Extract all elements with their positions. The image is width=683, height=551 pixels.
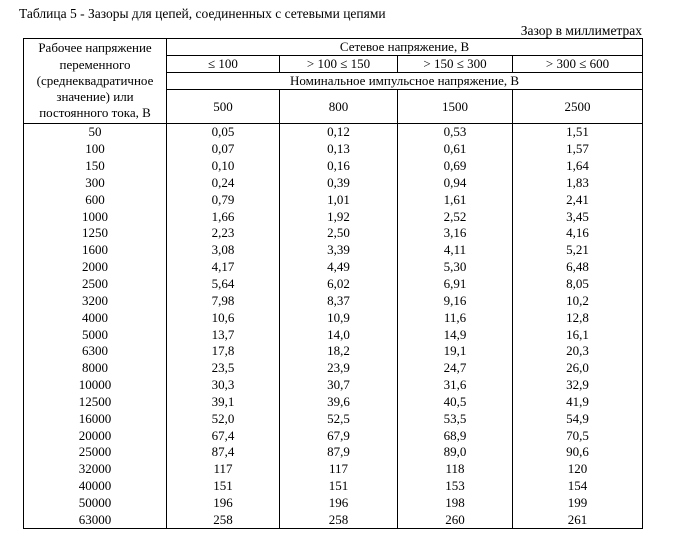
working-voltage-cell: 5000	[24, 326, 167, 343]
clearance-cell: 0,61	[398, 141, 513, 158]
clearance-cell: 198	[398, 495, 513, 512]
working-voltage-cell: 40000	[24, 478, 167, 495]
clearance-cell: 39,1	[167, 394, 280, 411]
working-voltage-cell: 12500	[24, 394, 167, 411]
clearance-cell: 0,53	[398, 124, 513, 141]
clearance-cell: 0,39	[280, 175, 398, 192]
clearance-cell: 39,6	[280, 394, 398, 411]
clearance-cell: 154	[513, 478, 643, 495]
clearance-cell: 23,5	[167, 360, 280, 377]
clearance-cell: 3,16	[398, 225, 513, 242]
clearance-cell: 1,57	[513, 141, 643, 158]
clearance-cell: 6,48	[513, 259, 643, 276]
clearance-cell: 151	[280, 478, 398, 495]
table-row	[24, 377, 643, 394]
clearance-cell: 20,3	[513, 343, 643, 360]
table-row	[24, 478, 643, 495]
working-voltage-cell: 600	[24, 191, 167, 208]
clearance-cell: 3,39	[280, 242, 398, 259]
table-row	[24, 511, 643, 528]
impulse-value-header: 1500	[398, 90, 513, 124]
clearance-cell: 67,4	[167, 427, 280, 444]
clearance-cell: 53,5	[398, 410, 513, 427]
clearance-cell: 2,41	[513, 191, 643, 208]
clearance-cell: 1,64	[513, 158, 643, 175]
working-voltage-cell: 32000	[24, 461, 167, 478]
clearance-cell: 0,94	[398, 175, 513, 192]
table-row	[24, 343, 643, 360]
clearance-cell: 0,16	[280, 158, 398, 175]
table-row	[24, 158, 643, 175]
table-row	[24, 124, 643, 141]
clearance-cell: 89,0	[398, 444, 513, 461]
working-voltage-cell: 1000	[24, 208, 167, 225]
units-note: Зазор в миллиметрах	[520, 23, 642, 38]
impulse-value-header: 500	[167, 90, 280, 124]
clearance-cell: 5,64	[167, 276, 280, 293]
working-voltage-cell: 4000	[24, 309, 167, 326]
clearance-cell: 199	[513, 495, 643, 512]
mains-range-header: > 100 ≤ 150	[280, 56, 398, 73]
clearance-cell: 1,61	[398, 191, 513, 208]
clearance-cell: 30,3	[167, 377, 280, 394]
clearance-cell: 2,52	[398, 208, 513, 225]
clearance-cell: 4,16	[513, 225, 643, 242]
clearance-cell: 7,98	[167, 292, 280, 309]
clearance-cell: 52,5	[280, 410, 398, 427]
working-voltage-cell: 8000	[24, 360, 167, 377]
clearance-cell: 3,45	[513, 208, 643, 225]
clearance-cell: 258	[280, 511, 398, 528]
clearance-cell: 9,16	[398, 292, 513, 309]
clearance-cell: 1,51	[513, 124, 643, 141]
working-voltage-cell: 63000	[24, 511, 167, 528]
clearance-cell: 13,7	[167, 326, 280, 343]
clearance-cell: 10,2	[513, 292, 643, 309]
clearance-cell: 54,9	[513, 410, 643, 427]
clearance-cell: 4,49	[280, 259, 398, 276]
clearance-cell: 3,08	[167, 242, 280, 259]
impulse-value-header: 2500	[513, 90, 643, 124]
clearance-cell: 90,6	[513, 444, 643, 461]
table-caption: Таблица 5 - Зазоры для цепей, соединенных с сетевыми цепями	[19, 6, 386, 21]
table-row	[24, 394, 643, 411]
table-row	[24, 461, 643, 478]
clearance-cell: 5,21	[513, 242, 643, 259]
clearance-cell: 17,8	[167, 343, 280, 360]
clearance-cell: 2,23	[167, 225, 280, 242]
clearance-cell: 14,0	[280, 326, 398, 343]
clearance-cell: 18,2	[280, 343, 398, 360]
clearance-cell: 1,66	[167, 208, 280, 225]
table-row	[24, 495, 643, 512]
table-row	[24, 276, 643, 293]
table-row	[24, 259, 643, 276]
clearance-cell: 26,0	[513, 360, 643, 377]
clearance-cell: 6,91	[398, 276, 513, 293]
impulse-value-header: 800	[280, 90, 398, 124]
working-voltage-cell: 20000	[24, 427, 167, 444]
working-voltage-cell: 10000	[24, 377, 167, 394]
clearance-cell: 1,92	[280, 208, 398, 225]
clearance-cell: 2,50	[280, 225, 398, 242]
clearance-cell: 1,01	[280, 191, 398, 208]
working-voltage-cell: 50000	[24, 495, 167, 512]
table-row	[24, 225, 643, 242]
clearance-cell: 260	[398, 511, 513, 528]
working-voltage-cell: 3200	[24, 292, 167, 309]
table-row	[24, 410, 643, 427]
working-voltage-cell: 300	[24, 175, 167, 192]
clearance-cell: 117	[280, 461, 398, 478]
working-voltage-cell: 1600	[24, 242, 167, 259]
working-voltage-cell: 100	[24, 141, 167, 158]
clearance-cell: 16,1	[513, 326, 643, 343]
clearance-cell: 11,6	[398, 309, 513, 326]
clearance-cell: 8,37	[280, 292, 398, 309]
table-row	[24, 292, 643, 309]
clearance-cell: 30,7	[280, 377, 398, 394]
clearance-table	[23, 38, 643, 529]
mains-range-header: ≤ 100	[167, 56, 280, 73]
clearance-cell: 196	[167, 495, 280, 512]
clearance-cell: 87,9	[280, 444, 398, 461]
clearance-cell: 8,05	[513, 276, 643, 293]
table-row	[24, 309, 643, 326]
working-voltage-cell: 25000	[24, 444, 167, 461]
table-row	[24, 242, 643, 259]
mains-range-header: > 300 ≤ 600	[513, 56, 643, 73]
clearance-cell: 32,9	[513, 377, 643, 394]
mains-range-header: > 150 ≤ 300	[398, 56, 513, 73]
clearance-cell: 68,9	[398, 427, 513, 444]
table-row	[24, 444, 643, 461]
clearance-cell: 0,79	[167, 191, 280, 208]
clearance-cell: 87,4	[167, 444, 280, 461]
clearance-cell: 40,5	[398, 394, 513, 411]
working-voltage-cell: 1250	[24, 225, 167, 242]
working-voltage-cell: 6300	[24, 343, 167, 360]
clearance-cell: 24,7	[398, 360, 513, 377]
working-voltage-header: Рабочее напряжение переменного (среднеквадратичное значение) или постоянного тока, В	[24, 39, 167, 124]
clearance-cell: 0,07	[167, 141, 280, 158]
clearance-cell: 261	[513, 511, 643, 528]
clearance-cell: 4,17	[167, 259, 280, 276]
clearance-cell: 41,9	[513, 394, 643, 411]
working-voltage-cell: 150	[24, 158, 167, 175]
clearance-cell: 151	[167, 478, 280, 495]
table-body	[24, 124, 643, 529]
clearance-cell: 10,9	[280, 309, 398, 326]
clearance-cell: 120	[513, 461, 643, 478]
clearance-cell: 0,12	[280, 124, 398, 141]
table-row	[24, 326, 643, 343]
clearance-cell: 52,0	[167, 410, 280, 427]
clearance-cell: 196	[280, 495, 398, 512]
clearance-cell: 67,9	[280, 427, 398, 444]
clearance-cell: 19,1	[398, 343, 513, 360]
clearance-cell: 0,05	[167, 124, 280, 141]
working-voltage-cell: 16000	[24, 410, 167, 427]
clearance-cell: 0,13	[280, 141, 398, 158]
clearance-cell: 70,5	[513, 427, 643, 444]
impulse-voltage-header: Номинальное импульсное напряжение, В	[167, 73, 643, 90]
table-row	[24, 427, 643, 444]
clearance-cell: 118	[398, 461, 513, 478]
clearance-cell: 4,11	[398, 242, 513, 259]
clearance-cell: 117	[167, 461, 280, 478]
clearance-cell: 153	[398, 478, 513, 495]
clearance-cell: 14,9	[398, 326, 513, 343]
clearance-cell: 31,6	[398, 377, 513, 394]
mains-voltage-header: Сетевое напряжение, В	[167, 39, 643, 56]
clearance-cell: 1,83	[513, 175, 643, 192]
clearance-cell: 6,02	[280, 276, 398, 293]
clearance-cell: 12,8	[513, 309, 643, 326]
working-voltage-cell: 50	[24, 124, 167, 141]
table-row	[24, 191, 643, 208]
table-row	[24, 208, 643, 225]
clearance-cell: 0,24	[167, 175, 280, 192]
clearance-cell: 5,30	[398, 259, 513, 276]
table-row	[24, 360, 643, 377]
working-voltage-cell: 2000	[24, 259, 167, 276]
clearance-cell: 258	[167, 511, 280, 528]
clearance-cell: 0,10	[167, 158, 280, 175]
clearance-cell: 23,9	[280, 360, 398, 377]
clearance-cell: 10,6	[167, 309, 280, 326]
table-row	[24, 141, 643, 158]
clearance-cell: 0,69	[398, 158, 513, 175]
working-voltage-cell: 2500	[24, 276, 167, 293]
table-row	[24, 175, 643, 192]
